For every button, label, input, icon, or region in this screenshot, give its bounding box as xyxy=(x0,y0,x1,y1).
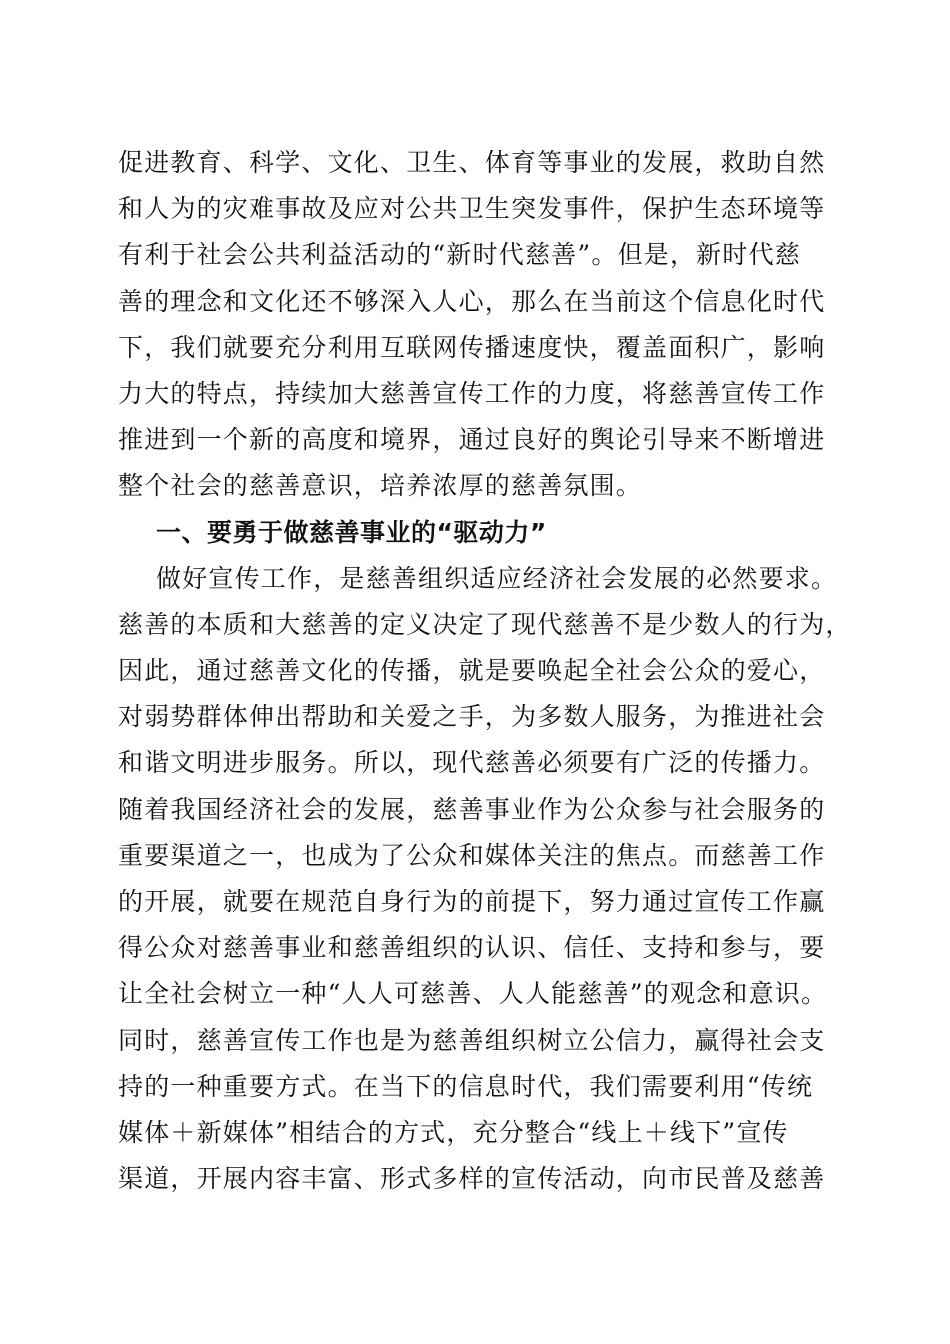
text-line: 渠道，开展内容丰富、形式多样的宣传活动，向市民普及慈善 xyxy=(118,1164,826,1194)
text-line: 力大的特点，持续加大慈善宣传工作的力度，将慈善宣传工作 xyxy=(118,378,826,408)
text-line: 推进到一个新的高度和境界，通过良好的舆论引导来不断增进 xyxy=(118,425,826,455)
text-line: 善的理念和文化还不够深入人心，那么在当前这个信息化时代 xyxy=(118,286,826,316)
text-line: 的开展，就要在规范自身行为的前提下，努力通过宣传工作赢 xyxy=(118,887,826,916)
text-line: 整个社会的慈善意识，培养浓厚的慈善氛围。 xyxy=(118,471,643,501)
text-line: 做好宣传工作，是慈善组织适应经济社会发展的必然要求。 xyxy=(156,563,838,593)
text-line: 和人为的灾难事故及应对公共卫生突发事件，保护生态环境等 xyxy=(118,194,826,224)
text-line: 下，我们就要充分利用互联网传播速度快，覆盖面积广，影响 xyxy=(118,332,826,362)
section-heading: 一、要勇于做慈善事业的“驱动力” xyxy=(156,517,547,547)
text-line: 慈善的本质和大慈善的定义决定了现代慈善不是少数人的行为， xyxy=(118,609,852,639)
text-line: 随着我国经济社会的发展，慈善事业作为公众参与社会服务的 xyxy=(118,794,826,824)
text-line: 对弱势群体伸出帮助和关爱之手，为多数人服务，为推进社会 xyxy=(118,702,826,732)
text-line: 促进教育、科学、文化、卫生、体育等事业的发展，救助自然 xyxy=(118,148,826,177)
text-line: 持的一种重要方式。在当下的信息时代，我们需要利用“传统 xyxy=(118,1071,814,1101)
text-line: 同时，慈善宣传工作也是为慈善组织树立公信力，赢得社会支 xyxy=(118,1025,826,1055)
text-line: 媒体＋新媒体”相结合的方式，充分整合“线上＋线下”宣传 xyxy=(118,1117,789,1147)
text-line: 因此，通过慈善文化的传播，就是要唤起全社会公众的爱心， xyxy=(118,656,826,686)
text-line: 有利于社会公共利益活动的“新时代慈善”。但是，新时代慈 xyxy=(118,240,801,270)
document-body xyxy=(118,140,852,1202)
text-line: 得公众对慈善事业和慈善组织的认识、信任、支持和参与，要 xyxy=(118,933,826,963)
text-line: 让全社会树立一种“人人可慈善、人人能慈善”的观念和意识。 xyxy=(118,979,828,1009)
text-line: 重要渠道之一，也成为了公众和媒体关注的焦点。而慈善工作 xyxy=(118,840,826,870)
text-line: 和谐文明进步服务。所以，现代慈善必须要有广泛的传播力。 xyxy=(118,748,826,778)
